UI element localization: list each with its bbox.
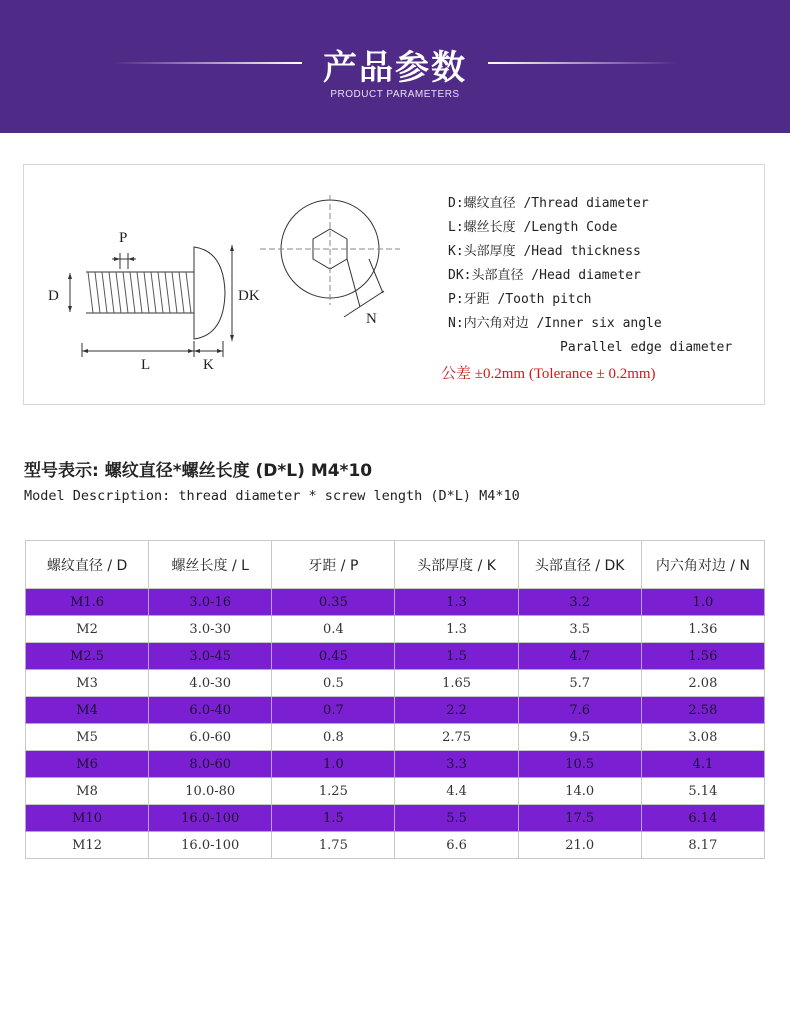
cell-p: 0.4 [272,616,395,643]
legend-k: K:头部厚度 /Head thickness [448,244,641,259]
cell-l: 6.0-60 [149,724,272,751]
cell-d: M2 [26,616,149,643]
p-arrow-right [128,257,134,261]
cell-k: 1.5 [395,643,518,670]
label-k: K [203,357,214,373]
d-arrow-bottom [68,306,72,312]
cell-d: M8 [26,778,149,805]
model-description-cn: 型号表示: 螺纹直径*螺丝长度 (D*L) M4*10 [24,461,373,481]
cell-k: 6.6 [395,832,518,859]
label-d: D [48,288,59,304]
label-dk: DK [238,288,260,304]
cell-n: 1.0 [641,589,764,616]
cell-dk: 5.7 [518,670,641,697]
table-row [26,589,765,616]
cell-k: 4.4 [395,778,518,805]
p-arrow-left [114,257,120,261]
spec-table [25,540,765,859]
cell-d: M2.5 [26,643,149,670]
cell-p: 1.75 [272,832,395,859]
cell-d: M1.6 [26,589,149,616]
legend-l: L:螺丝长度 /Length Code [448,220,618,235]
cell-dk: 10.5 [518,751,641,778]
cell-p: 0.45 [272,643,395,670]
cell-p: 0.8 [272,724,395,751]
header-banner [0,0,790,133]
model-description-en: Model Description: thread diameter * screw length (D*L) M4*10 [24,488,520,504]
cell-k: 2.75 [395,724,518,751]
cell-l: 16.0-100 [149,832,272,859]
label-n: N [366,311,377,327]
col-header-dk: 头部直径 / DK [518,541,641,589]
table-row [26,832,765,859]
col-header-d: 螺纹直径 / D [26,541,149,589]
cell-dk: 3.2 [518,589,641,616]
table-row [26,724,765,751]
col-header-k: 头部厚度 / K [395,541,518,589]
cell-k: 5.5 [395,805,518,832]
n-ext-1 [347,259,360,307]
l-arrow-right [188,349,194,353]
dimension-legend [448,194,768,362]
cell-l: 4.0-30 [149,670,272,697]
table-row [26,643,765,670]
k-arrow-right [217,349,223,353]
n-dim-line [344,291,384,317]
page-subtitle: PRODUCT PARAMETERS [330,89,460,100]
d-arrow-top [68,273,72,279]
cell-n: 4.1 [641,751,764,778]
cell-l: 6.0-40 [149,697,272,724]
col-header-p: 牙距 / P [272,541,395,589]
cell-l: 16.0-100 [149,805,272,832]
cell-d: M3 [26,670,149,697]
cell-d: M10 [26,805,149,832]
cell-p: 1.25 [272,778,395,805]
legend-n-continued: Parallel edge diameter [560,340,733,355]
cell-l: 3.0-16 [149,589,272,616]
table-row [26,616,765,643]
cell-n: 1.56 [641,643,764,670]
cell-l: 10.0-80 [149,778,272,805]
col-header-l: 螺丝长度 / L [149,541,272,589]
col-header-n: 内六角对边 / N [641,541,764,589]
table-row [26,778,765,805]
cell-k: 1.3 [395,616,518,643]
dk-arrow-bottom [230,335,234,341]
cell-n: 5.14 [641,778,764,805]
cell-k: 2.2 [395,697,518,724]
legend-dk: DK:头部直径 /Head diameter [448,268,641,283]
cell-n: 2.58 [641,697,764,724]
banner-divider-right [488,62,678,64]
cell-p: 1.5 [272,805,395,832]
cell-l: 3.0-45 [149,643,272,670]
dk-arrow-top [230,245,234,251]
screw-head [194,247,225,339]
l-arrow-left [82,349,88,353]
table-row [26,751,765,778]
cell-p: 0.35 [272,589,395,616]
cell-dk: 17.5 [518,805,641,832]
cell-k: 1.3 [395,589,518,616]
table-row [26,670,765,697]
cell-dk: 9.5 [518,724,641,751]
table-row [26,805,765,832]
legend-n: N:内六角对边 /Inner six angle [448,316,662,331]
cell-dk: 7.6 [518,697,641,724]
cell-n: 1.36 [641,616,764,643]
cell-d: M12 [26,832,149,859]
label-l: L [141,357,151,373]
cell-d: M5 [26,724,149,751]
cell-n: 6.14 [641,805,764,832]
cell-n: 3.08 [641,724,764,751]
legend-p: P:牙距 /Tooth pitch [448,292,592,307]
k-arrow-left [194,349,200,353]
tolerance-note: 公差 ±0.2mm (Tolerance ± 0.2mm) [441,366,656,382]
cell-dk: 14.0 [518,778,641,805]
cell-d: M4 [26,697,149,724]
table-row [26,697,765,724]
cell-p: 0.5 [272,670,395,697]
table-header-row [26,541,765,589]
cell-k: 3.3 [395,751,518,778]
page-title: 产品参数 [323,48,467,88]
cell-dk: 3.5 [518,616,641,643]
legend-d: D:螺纹直径 /Thread diameter [448,196,649,211]
cell-l: 8.0-60 [149,751,272,778]
cell-dk: 21.0 [518,832,641,859]
cell-dk: 4.7 [518,643,641,670]
screw-diagram [24,165,444,405]
label-p: P [119,230,128,246]
cell-k: 1.65 [395,670,518,697]
thread-lines [88,272,191,313]
cell-d: M6 [26,751,149,778]
cell-l: 3.0-30 [149,616,272,643]
cell-p: 1.0 [272,751,395,778]
cell-p: 0.7 [272,697,395,724]
cell-n: 8.17 [641,832,764,859]
cell-n: 2.08 [641,670,764,697]
